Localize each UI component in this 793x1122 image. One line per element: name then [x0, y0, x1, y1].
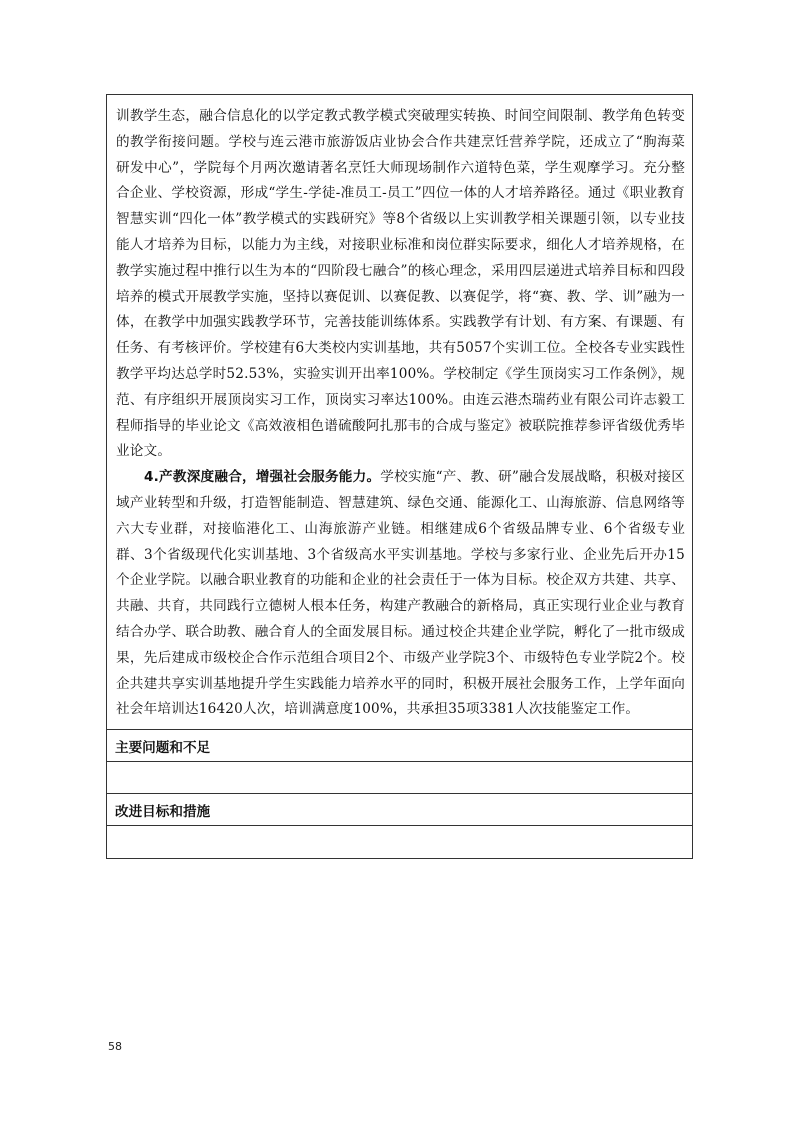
paragraph-industry-education [116, 465, 685, 723]
problems-heading-cell [107, 730, 692, 762]
improvement-heading: 改进目标和措施 [115, 803, 211, 820]
paragraph-industry-education-text: 学校实施“产、教、研”融合发展战略，积极对接区域产业转型和升级，打造智能制造、智慧建筑、绿色交通、能源化工、山海旅游、信息网络等六大专业群，对接临港化工、山海旅游产业链。相继建成6个省级品牌专业、6个省级专业群、3个省级现代化实训基地、3个省级高水平实训基地。学校与多家行业、企业先后开办15个企业学院。以融合职业教育的功能和企业的社会责任于一体为目标。校企双方共建、共享、共融、共育，共同践行立德树人根本任务，构建产教融合的新格局，真正实现行业企业与教育结合办学、联合助教、融合育人的全面发展目标。通过校企共建企业学院，孵化了一批市级成果，先后建成市级校企合作示范组合项目2个、市级产业学院3个、市级特色专业学院2个。校企共建共享实训基地提升学生实践能力培养水平的同时，积极开展社会服务工作，上学年面向社会年培训达16420人次，培训满意度100%，共承担35项3381人次技能鉴定工作。 [116, 469, 685, 718]
page-number: 58 [108, 1040, 122, 1053]
report-table [106, 94, 693, 859]
paragraph-lead-heading: 4.产教深度融合，增强社会服务能力。 [144, 469, 381, 486]
body-text-cell [107, 95, 692, 730]
paragraph-practice-teaching: 训教学生态，融合信息化的以学定教式教学模式突破理实转换、时间空间限制、教学角色转变的教学衔接问题。学校与连云港市旅游饭店业协会合作共建烹饪营养学院，还成立了“朐海菜研发中心”，学院每个月两次邀请著名烹饪大师现场制作六道特色菜，学生观摩学习。充分整合企业、学校资源，形成“学生-学徒-准员工-员工”四位一体的人才培养路径。通过《职业教育智慧实训“四化一体”教学模式的实践研究》等8个省级以上实训教学相关课题引领，以专业技能人才培养为目标，以能力为主线，对接职业标准和岗位群实际要求，细化人才培养规格，在教学实施过程中推行以生为本的“四阶段七融合”的核心理念，采用四层递进式培养目标和四段培养的模式开展教学实施，坚持以赛促训、以赛促教、以赛促学，将“赛、教、学、训”融为一体，在教学中加强实践教学环节，完善技能训练体系。实践教学有计划、有方案、有课题、有任务、有考核评价。学校建有6大类校内实训基地，共有5057个实训工位。全校各专业实践性教学平均达总学时52.53%，实验实训开出率100%。学校制定《学生顶岗实习工作条例》，规范、有序组织开展顶岗实习工作，顶岗实习率达100%。由连云港杰瑞药业有限公司许志毅工程师指导的毕业论文《高效液相色谱硫酸阿扎那韦的合成与鉴定》被联院推荐参评省级优秀毕业论文。 [116, 108, 685, 460]
improvement-heading-cell [107, 794, 692, 826]
improvement-content-cell [107, 826, 692, 858]
problems-heading: 主要问题和不足 [115, 739, 211, 756]
problems-content-cell [107, 762, 692, 794]
